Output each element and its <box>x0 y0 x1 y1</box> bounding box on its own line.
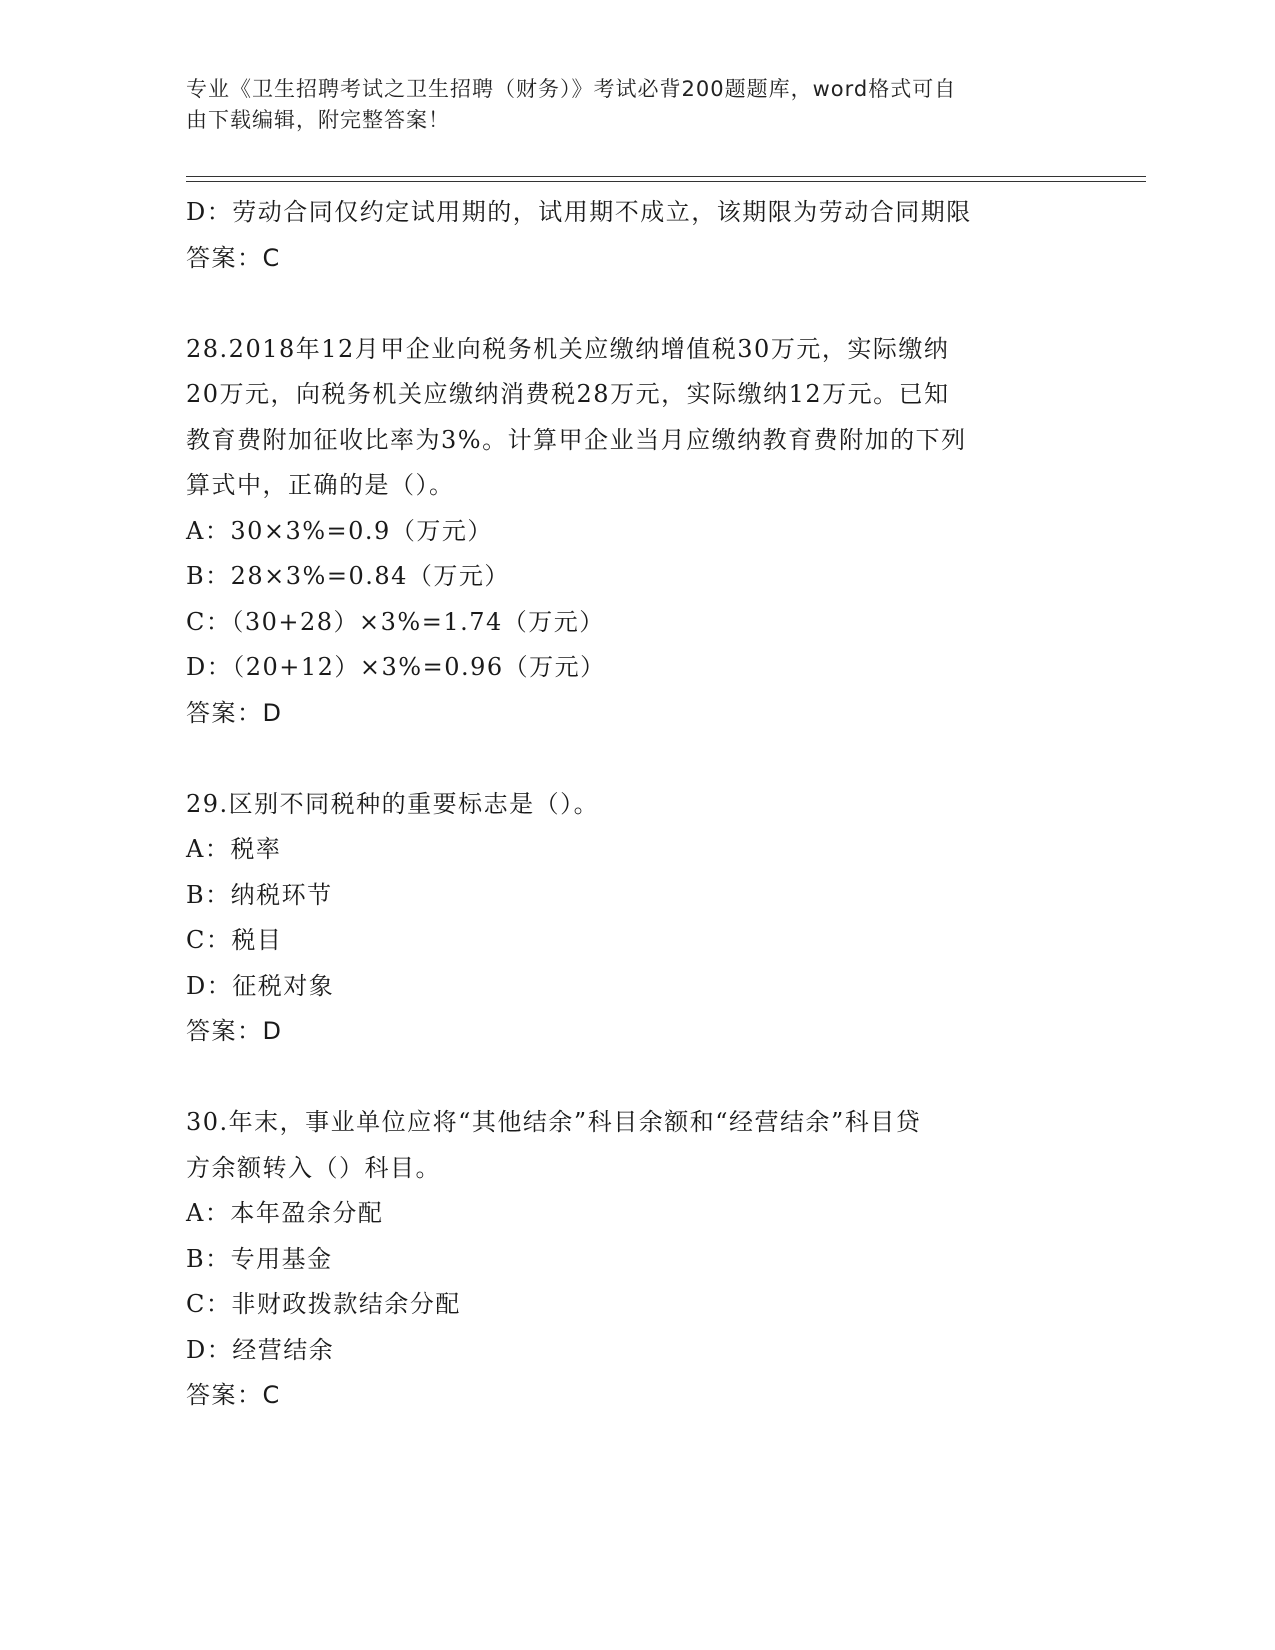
question-29-option-d: D：征税对象 <box>186 971 335 1000</box>
question-30-option-b: B：专用基金 <box>186 1244 333 1273</box>
question-30-option-d: D：经营结余 <box>186 1335 335 1364</box>
question-28-option-b: B：28×3%=0.84（万元） <box>186 562 510 590</box>
question-28-line-1: 28.2018年12月甲企业向税务机关应缴纳增值税30万元，实际缴纳 <box>186 334 950 363</box>
question-28-answer: 答案：D <box>186 698 283 727</box>
question-30-line-1: 30.年末，事业单位应将“其他结余”科目余额和“经营结余”科目贷 <box>186 1108 922 1136</box>
spacer <box>186 281 1086 327</box>
spacer <box>186 736 1086 782</box>
question-30-answer: 答案：C <box>186 1381 281 1409</box>
question-29-option-c: C：税目 <box>186 926 283 954</box>
question-29-option-b: B：纳税环节 <box>186 880 333 909</box>
question-29 <box>186 782 1086 1055</box>
question-29-line-1: 29.区别不同税种的重要标志是（）。 <box>186 789 600 818</box>
document-body <box>186 190 1086 1419</box>
page-header <box>186 74 1066 136</box>
prev-option-d: D：劳动合同仅约定试用期的，试用期不成立，该期限为劳动合同期限 <box>186 198 972 226</box>
question-28 <box>186 327 1086 737</box>
question-28-line-3: 教育费附加征收比率为3%。计算甲企业当月应缴纳教育费附加的下列 <box>186 425 967 454</box>
spacer <box>186 1055 1086 1101</box>
question-30-option-a: A：本年盈余分配 <box>186 1199 384 1227</box>
question-28-option-c: C：（30+28）×3%=1.74（万元） <box>186 607 605 636</box>
header-line-2: 由下载编辑，附完整答案！ <box>186 108 450 132</box>
header-rule-bottom <box>186 181 1146 182</box>
question-28-line-2: 20万元，向税务机关应缴纳消费税28万元，实际缴纳12万元。已知 <box>186 380 950 408</box>
question-29-answer: 答案：D <box>186 1017 283 1045</box>
prev-answer: 答案：C <box>186 243 281 272</box>
question-30-option-c: C：非财政拨款结余分配 <box>186 1290 461 1318</box>
question-28-line-4: 算式中，正确的是（）。 <box>186 471 455 499</box>
question-30-line-2: 方余额转入（）科目。 <box>186 1153 441 1182</box>
question-28-option-d: D：（20+12）×3%=0.96（万元） <box>186 653 606 681</box>
question-30 <box>186 1100 1086 1419</box>
question-29-option-a: A：税率 <box>186 835 282 863</box>
question-28-option-a: A：30×3%=0.9（万元） <box>186 516 493 545</box>
header-line-1: 专业《卫生招聘考试之卫生招聘（财务）》考试必背200题题库，word格式可自 <box>186 77 957 101</box>
header-rule-top <box>186 176 1146 177</box>
